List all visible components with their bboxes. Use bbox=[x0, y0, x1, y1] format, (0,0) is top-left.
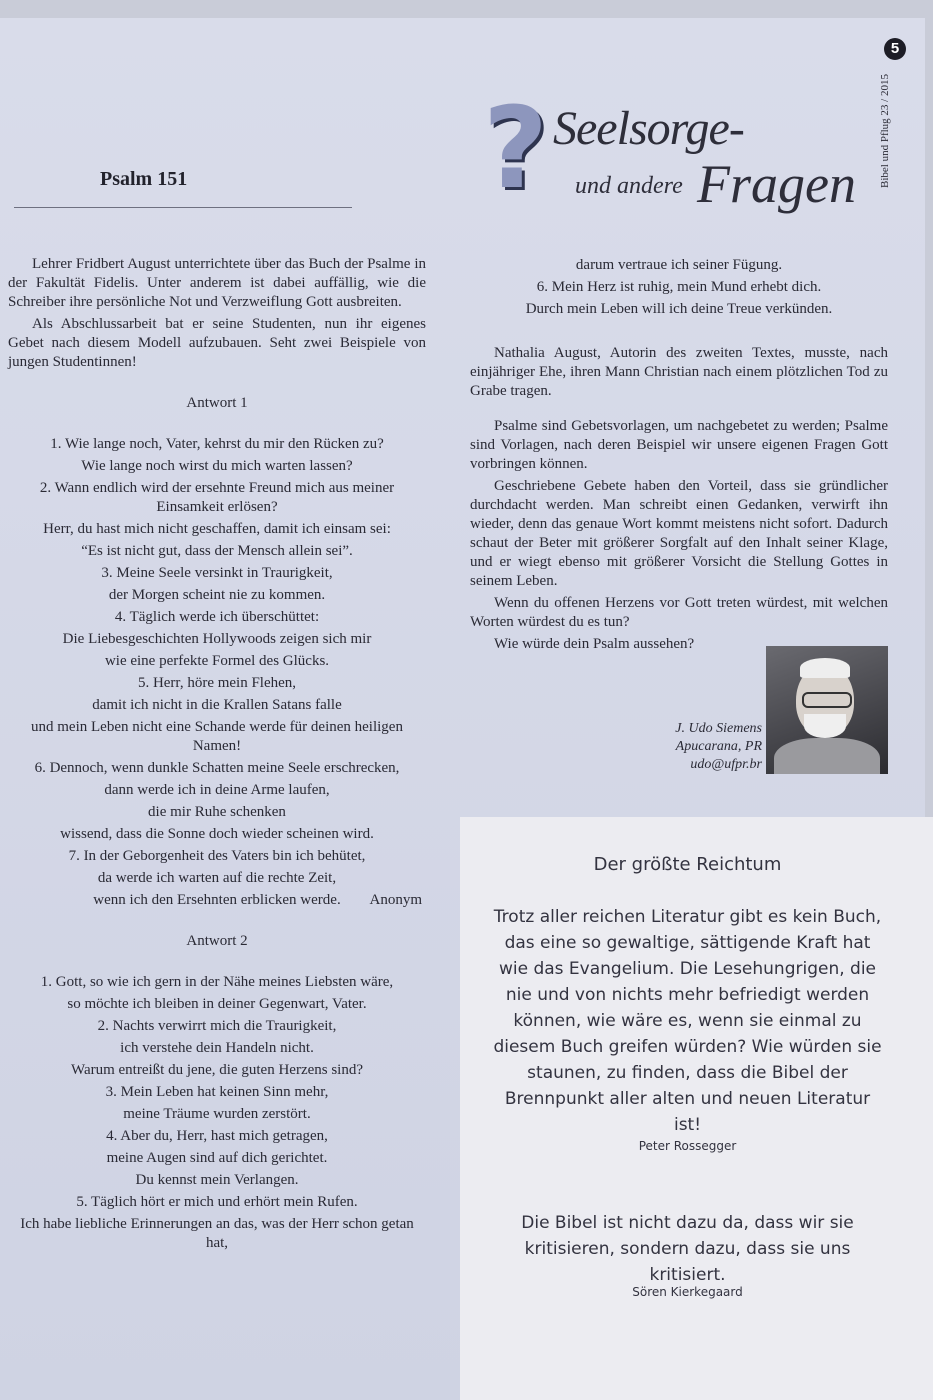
poem-line: 4. Aber du, Herr, hast mich getragen, bbox=[106, 1128, 328, 1144]
poem-line: der Morgen scheint nie zu kommen. bbox=[108, 587, 326, 603]
poem-line: wenn ich den Ersehnten erblicken werde. bbox=[93, 892, 341, 908]
intro-paragraph: Als Abschlussarbeit bat er seine Studenten, nun ihr eigenes Gebet nach diesem Modell aufzubauen. Seht zwei Beispiele von jungen Studentinnen! bbox=[8, 316, 426, 370]
poem-line: Ich habe liebliche Erinnerungen an das, was der Herr schon getan hat, bbox=[20, 1216, 414, 1251]
quote-text-second: Die Bibel ist nicht dazu da, dass wir sie kritisieren, sondern dazu, dass sie uns kritisiert. bbox=[521, 1213, 854, 1285]
poem-line: 5. Täglich hört er mich und erhört mein Rufen. bbox=[76, 1194, 358, 1210]
page-number: 5 bbox=[884, 38, 906, 60]
poem-line: meine Träume wurden zerstört. bbox=[123, 1106, 311, 1122]
quote-author-second: Sören Kierkegaard bbox=[632, 1285, 743, 1299]
poem-line: “Es ist nicht gut, dass der Mensch allein sei”. bbox=[81, 543, 353, 559]
logo-line1: Seelsorge- bbox=[553, 102, 744, 155]
quote-text: Trotz aller reichen Literatur gibt es kein Buch, das eine so gewaltige, sättigende Kraft hat wie das Evangelium. Die Lesehungrigen, die nie und von nichts mehr befriedigt werden können, wie wäre es, wenn sie einmal zu diesem Buch greifen würden? Wie würden sie staunen, zu finden, dass die Bibel der Brennpunkt aller alten und neuen Literatur ist! bbox=[493, 907, 882, 1135]
magazine-issue-label: Bibel und Pflug 23 / 2015 bbox=[879, 74, 891, 188]
poem-line: 1. Wie lange noch, Vater, kehrst du mir den Rücken zu? bbox=[50, 436, 384, 452]
poem-line: 4. Täglich werde ich überschüttet: bbox=[114, 609, 320, 625]
poem-line: Warum entreißt du jene, die guten Herzens sind? bbox=[70, 1062, 364, 1078]
poem-line: 7. In der Geborgenheit des Vaters bin ich behütet, bbox=[68, 848, 366, 864]
page-header-side bbox=[879, 38, 915, 188]
logo-line2-small: und andere bbox=[575, 173, 683, 199]
author-email: udo@ufpr.br bbox=[690, 757, 762, 772]
author-name: J. Udo Siemens bbox=[675, 721, 762, 736]
quote-box bbox=[460, 817, 933, 1400]
poem-line: damit ich nicht in die Krallen Satans falle bbox=[92, 697, 342, 713]
poem-line: Herr, du hast mich nicht geschaffen, damit ich einsam sei: bbox=[43, 521, 391, 537]
poem-line: meine Augen sind auf dich gerichtet. bbox=[106, 1150, 328, 1166]
poem-line: 2. Nachts verwirrt mich die Traurigkeit, bbox=[97, 1018, 337, 1034]
poem-last-line bbox=[8, 891, 426, 910]
poem-line: Du kennst mein Verlangen. bbox=[135, 1172, 299, 1188]
poem-line: die mir Ruhe schenken bbox=[148, 804, 286, 820]
poem-line: so möchte ich bleiben in deiner Gegenwart, Vater. bbox=[67, 996, 367, 1012]
poem-line: 1. Gott, so wie ich gern in der Nähe meines Liebsten wäre, bbox=[40, 974, 394, 990]
closing-paragraph: Wenn du offenen Herzens vor Gott treten würdest, mit welchen Worten würdest du es tun? bbox=[470, 595, 888, 630]
poem-line: 6. Dennoch, wenn dunkle Schatten meine Seele erschrecken, bbox=[34, 760, 400, 776]
left-column bbox=[8, 255, 426, 1253]
title-divider bbox=[14, 207, 352, 208]
question-mark-icon: ? bbox=[483, 84, 548, 214]
poem-line: darum vertraue ich seiner Fügung. bbox=[575, 257, 783, 273]
closing-paragraph: Geschriebene Gebete haben den Vorteil, dass sie gründlicher durchdacht werden. Man schreibt einen Gedanken, verwirft ihn wieder, denn das genaue Wort kommt meistens nicht sofort. Dadurch schaut der Beter mit größerer Sorgfalt auf den Inhalt seiner Klage, und er wiegt ebenso mit größerer Vorsicht die Stellung Gottes in seinem Leben. bbox=[470, 478, 888, 589]
answer2-heading: Antwort 2 bbox=[186, 933, 248, 949]
closing-paragraph: Psalme sind Gebetsvorlagen, um nachgebetet zu werden; Psalme sind Vorlagen, nach deren Beispiel wir unsere eigenen Fragen Gott vorbringen können. bbox=[470, 418, 888, 472]
section-logo bbox=[483, 84, 856, 233]
answer2-poem bbox=[8, 973, 426, 1253]
poem-line: da werde ich warten auf die rechte Zeit, bbox=[97, 870, 337, 886]
article-title: Psalm 151 bbox=[100, 168, 188, 190]
poem-line: Durch mein Leben will ich deine Treue verkünden. bbox=[525, 301, 833, 317]
poem-line: und mein Leben nicht eine Schande werde für deinen heiligen Namen! bbox=[31, 719, 403, 754]
quote-box-title: Der größte Reichtum bbox=[593, 854, 782, 875]
answer1-heading: Antwort 1 bbox=[186, 395, 248, 411]
poem-line: wie eine perfekte Formel des Glücks. bbox=[104, 653, 330, 669]
author-photo bbox=[766, 646, 888, 774]
answer1-poem bbox=[8, 435, 426, 910]
poem-line: 3. Mein Leben hat keinen Sinn mehr, bbox=[105, 1084, 329, 1100]
poem-line: 2. Wann endlich wird der ersehnte Freund mich aus meiner Einsamkeit erlösen? bbox=[39, 480, 395, 515]
right-column bbox=[470, 253, 888, 654]
poem-line: 5. Herr, höre mein Flehen, bbox=[137, 675, 297, 691]
intro-paragraph: Lehrer Fridbert August unterrichtete über das Buch der Psalme in der Fakultät Fidelis. Unter anderem ist dabei auffällig, wie die Schreiber ihre persönliche Not und Verzweiflung Gott ausbreiten. bbox=[8, 256, 426, 310]
poem-line: ich verstehe dein Handeln nicht. bbox=[120, 1040, 314, 1056]
poem-line: dann werde ich in deine Arme laufen, bbox=[104, 782, 330, 798]
closing-question: Wie würde dein Psalm aussehen? bbox=[494, 636, 695, 652]
author-signature bbox=[600, 720, 762, 774]
closing-paragraph: Nathalia August, Autorin des zweiten Textes, musste, nach einjähriger Ehe, ihren Mann Christian nach einem plötzlichen Tod zu Grabe tragen. bbox=[470, 345, 888, 399]
author-place: Apucarana, PR bbox=[675, 739, 762, 754]
poem-line: 3. Meine Seele versinkt in Traurigkeit, bbox=[101, 565, 333, 581]
poem-line: 6. Mein Herz ist ruhig, mein Mund erhebt dich. bbox=[536, 279, 822, 295]
quote-author: Peter Rossegger bbox=[638, 1139, 737, 1153]
poem-signature: Anonym bbox=[369, 892, 422, 908]
poem-line: Wie lange noch wirst du mich warten lassen? bbox=[81, 458, 353, 474]
logo-line2-big: Fragen bbox=[697, 154, 856, 214]
poem-line: wissend, dass die Sonne doch wieder scheinen wird. bbox=[60, 826, 374, 842]
poem-line: Die Liebesgeschichten Hollywoods zeigen sich mir bbox=[62, 631, 372, 647]
